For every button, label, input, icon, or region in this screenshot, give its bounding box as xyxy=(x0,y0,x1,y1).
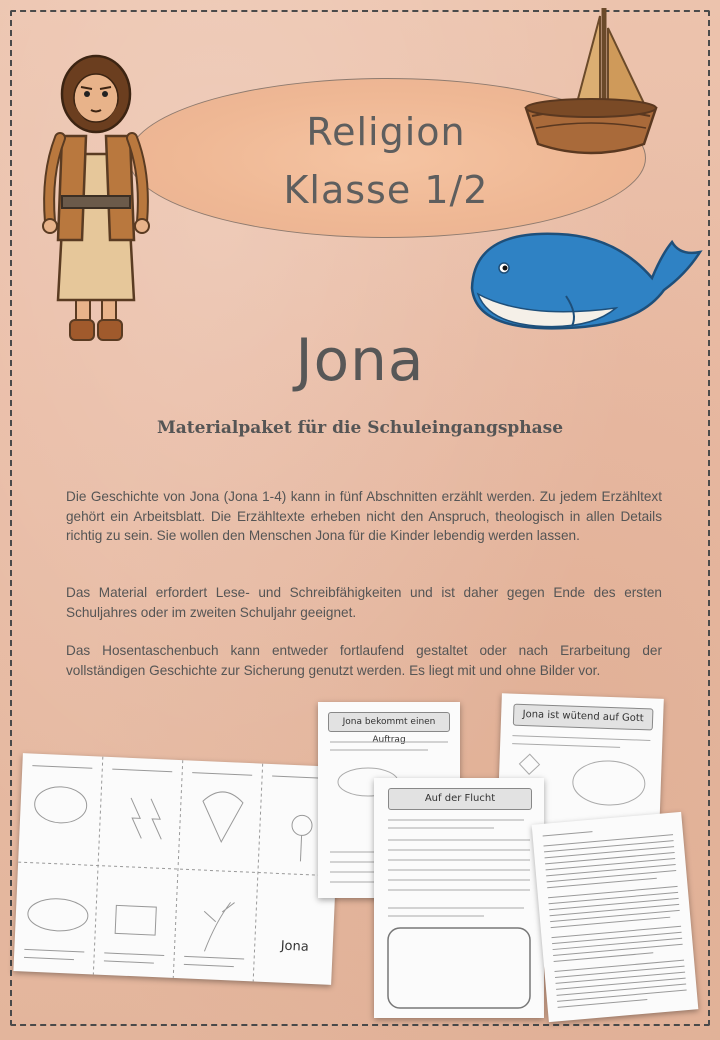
description-paragraph-1: Die Geschichte von Jona (Jona 1-4) kann in fünf Abschnitten erzählt werden. Zu jedem Erzähltext gehört ein Arbeitsblatt. Die Erzähltexte erheben nicht den Anspruch, theologisch in allen Details richtig zu sein. Sie wollen den Menschen Jona für die Kinder lebendig werden lassen. xyxy=(66,489,662,543)
worksheet-wuetend-title: Jona ist wütend auf Gott xyxy=(513,704,654,731)
whale-icon xyxy=(466,222,704,334)
worksheet-flucht-title: Auf der Flucht xyxy=(388,788,532,810)
story-text-lines xyxy=(532,812,699,1022)
title-klasse: Klasse 1/2 xyxy=(283,168,489,212)
description-paragraph-3: Das Hosentaschenbuch kann entweder fortlaufend gestaltet oder nach Erarbeitung der vollständigen Geschichte zur Sicherung genutzt werden. Es liegt mit und ohne Bilder vor. xyxy=(66,643,662,678)
booklet-preview xyxy=(13,753,340,985)
worksheet-auftrag-title: Jona bekommt einen Auftrag xyxy=(328,712,450,732)
subtitle: Materialpaket für die Schuleingangsphase xyxy=(156,418,564,438)
worksheet-flucht xyxy=(374,778,544,1018)
description-paragraph-2: Das Material erfordert Lese- und Schreibfähigkeiten und ist daher gegen Ende des ersten Schuljahres oder im zweiten Schuljahr geeignet. xyxy=(66,585,662,620)
title-religion: Religion xyxy=(306,110,466,154)
jona-figure-icon xyxy=(36,54,156,346)
booklet-label: Jona xyxy=(280,938,310,955)
worksheet-flucht-lines xyxy=(374,778,544,1018)
main-title: Jona xyxy=(295,326,425,394)
story-text-page xyxy=(532,812,699,1022)
boat-icon xyxy=(522,4,660,162)
